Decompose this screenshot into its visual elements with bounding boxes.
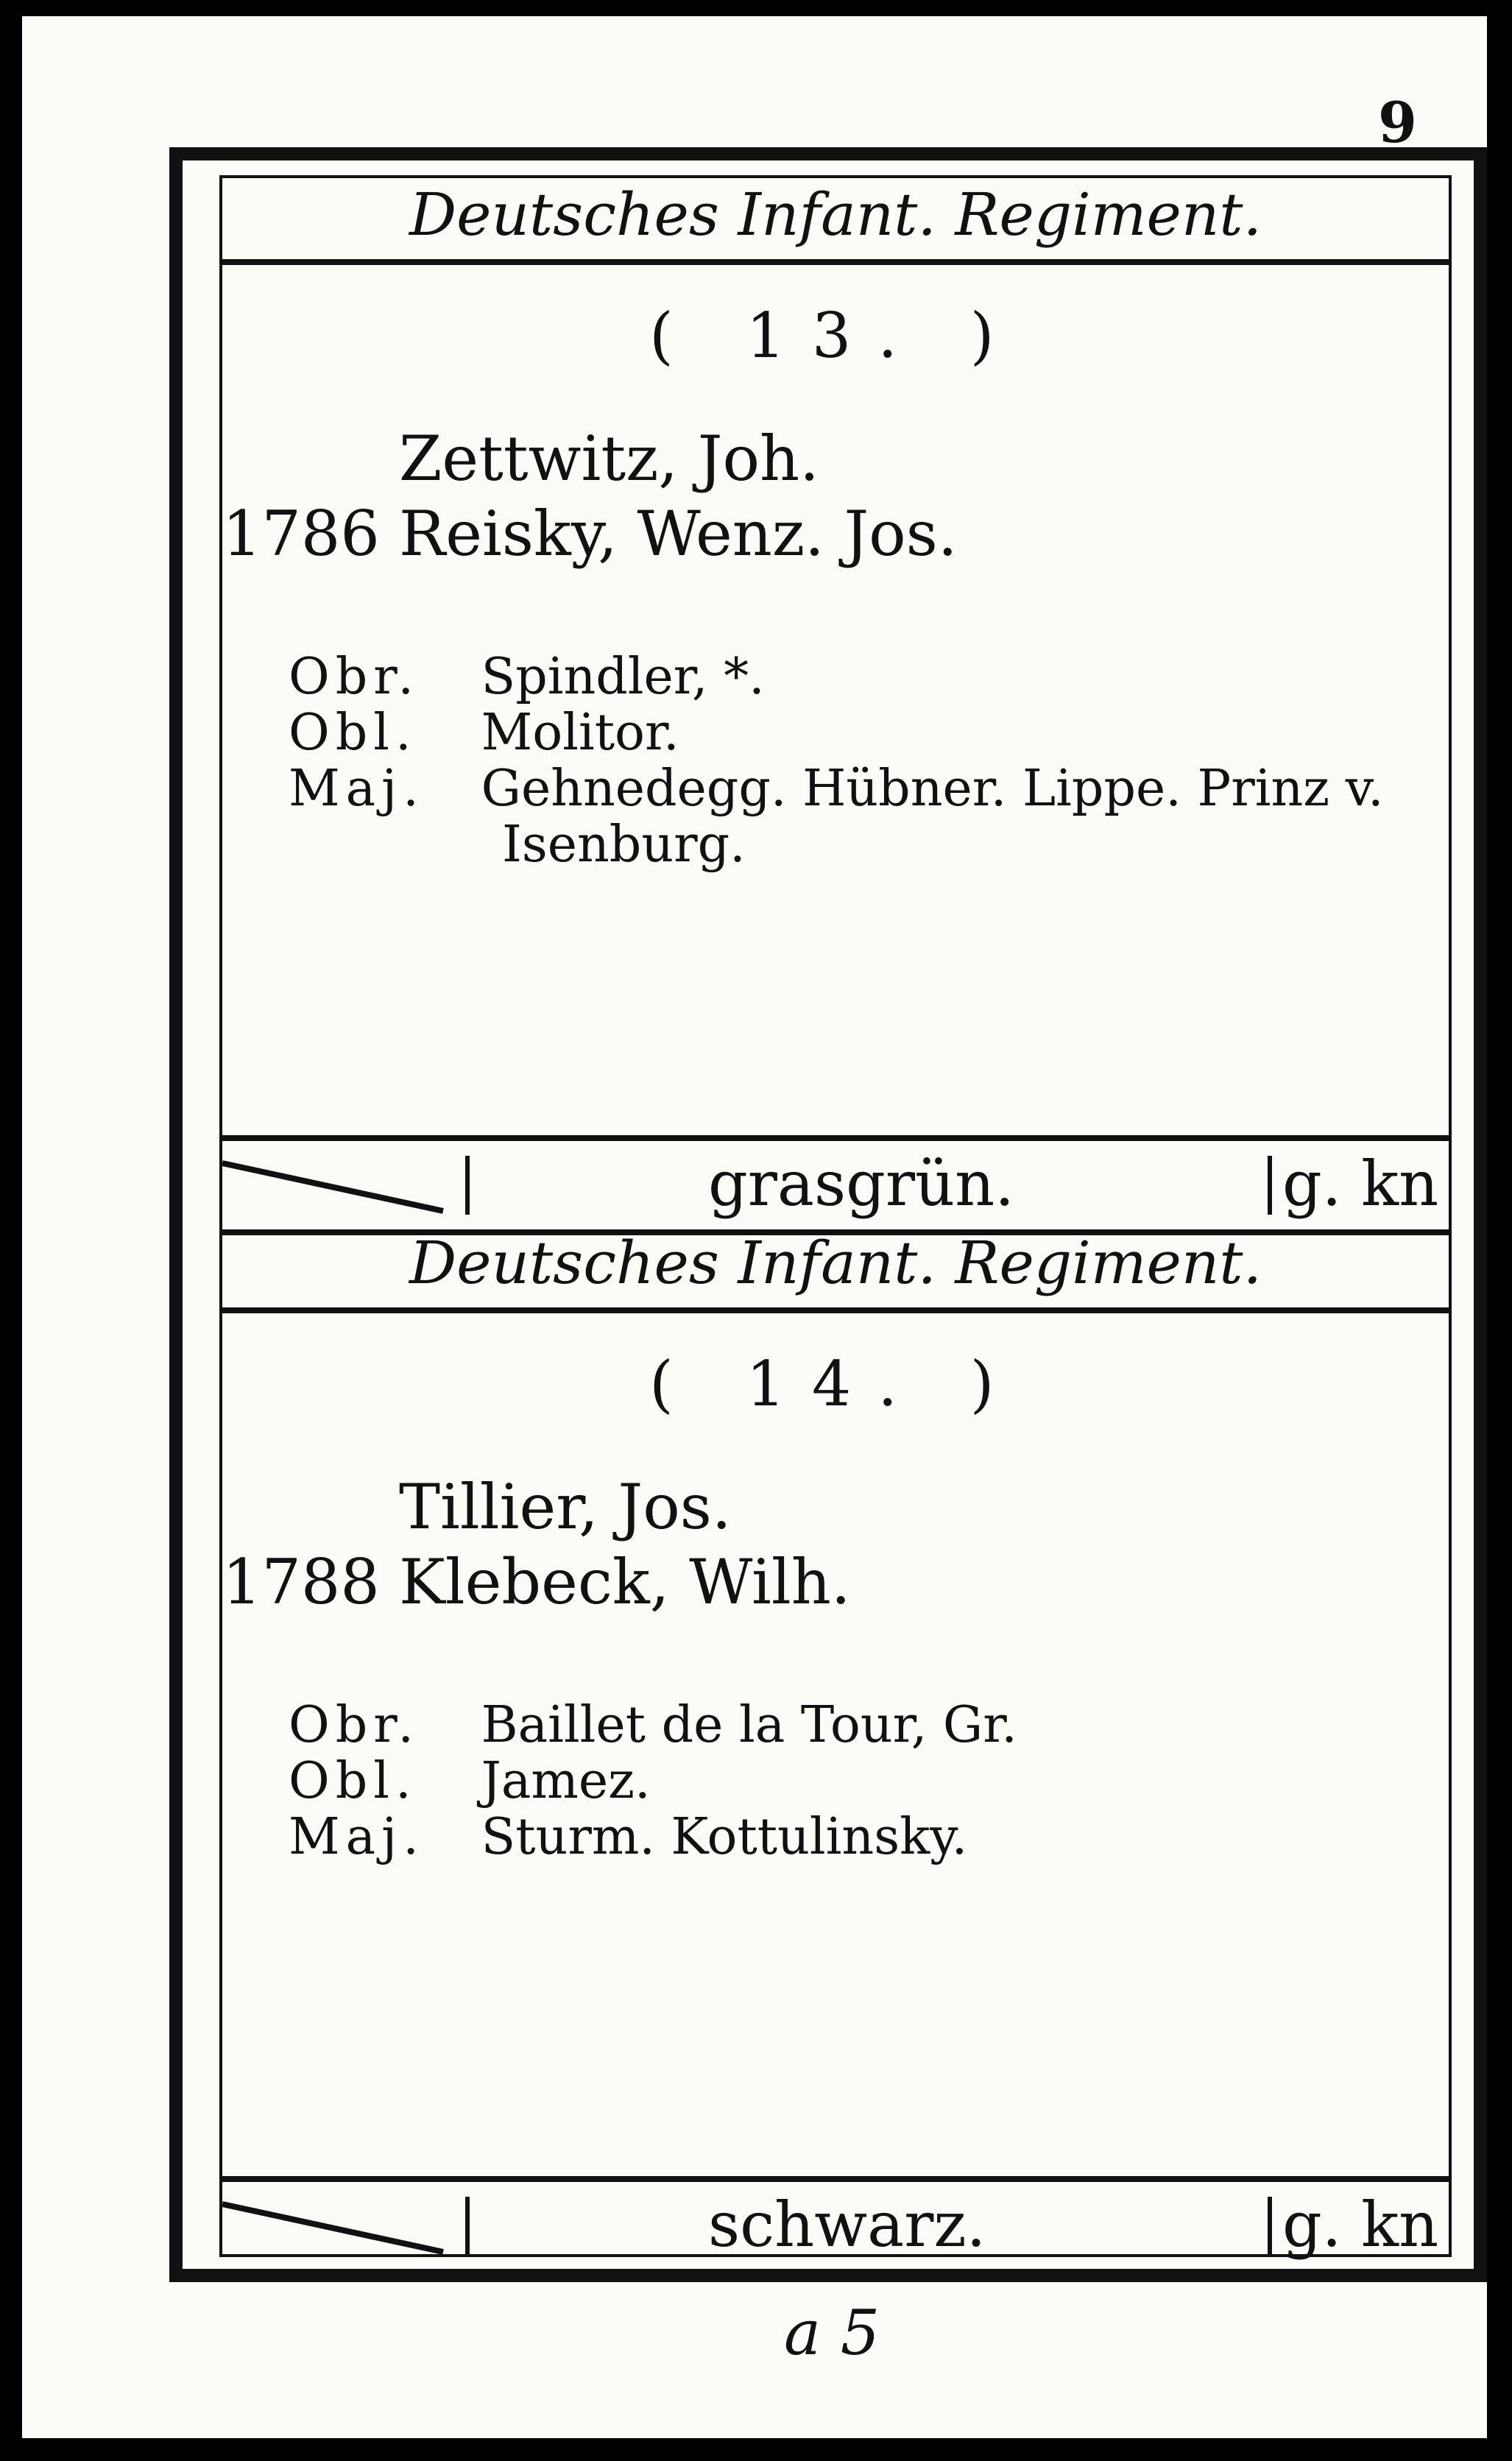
- facing-color: schwarz.: [708, 2189, 986, 2261]
- officer-continuation: Isenburg.: [502, 816, 746, 874]
- signature-mark: a 5: [784, 2297, 880, 2369]
- officer-list: [289, 1698, 1481, 1865]
- owner-name: Tillier, Jos.: [399, 1471, 732, 1543]
- officer-row: [289, 761, 1481, 817]
- officer-row: [289, 705, 1481, 761]
- officer-names: Sturm. Kottulinsky.: [481, 1808, 968, 1866]
- divider-bar: [465, 1156, 470, 1215]
- officer-names: Spindler, *.: [481, 648, 765, 706]
- page-number: 9: [1378, 90, 1417, 155]
- outer-frame: [169, 147, 1487, 2282]
- officer-row: [289, 1809, 1481, 1865]
- facing-color: grasgrün.: [708, 1148, 1014, 1220]
- officer-rank: Obr.: [289, 1696, 420, 1754]
- regiment-number: ( 14. ): [649, 1348, 1021, 1420]
- officer-names: Baillet de la Tour, Gr.: [481, 1696, 1017, 1754]
- officer-names: Molitor.: [481, 704, 679, 762]
- regiment-13-section: [222, 178, 1449, 1238]
- owner-name: Zettwitz, Joh.: [399, 423, 819, 495]
- officer-rank: Maj.: [289, 760, 425, 818]
- divider-bar: [1268, 1156, 1272, 1215]
- button-type: g. kn: [1282, 1148, 1439, 1220]
- regiment-number: ( 13. ): [649, 300, 1021, 372]
- officer-row: [289, 649, 1481, 705]
- officer-names: Jamez.: [481, 1752, 651, 1810]
- officer-row: [289, 1698, 1481, 1754]
- officer-rank: Obr.: [289, 648, 420, 706]
- button-type: g. kn: [1282, 2189, 1439, 2261]
- officer-names: Gehnedegg. Hübner. Lippe. Prinz v.: [481, 760, 1384, 818]
- officer-rank: Obl.: [289, 1752, 417, 1810]
- regiment-14-section: [222, 1226, 1449, 2287]
- officer-list: [289, 649, 1481, 873]
- uniform-footer: [222, 2176, 1449, 2276]
- inner-frame: [219, 175, 1452, 2261]
- regiment-header: Deutsches Infant. Regiment.: [222, 178, 1449, 265]
- officer-row: [289, 1754, 1481, 1809]
- diagonal-rule: [222, 2182, 458, 2270]
- divider-bar: [465, 2197, 470, 2256]
- officer-rank: Obl.: [289, 704, 417, 762]
- owner-year: 1786: [222, 498, 380, 570]
- diagonal-rule: [222, 1141, 458, 1229]
- owner-name: Klebeck, Wilh.: [399, 1546, 851, 1618]
- owner-year: 1788: [222, 1546, 380, 1618]
- owner-name: Reisky, Wenz. Jos.: [399, 498, 958, 570]
- divider-bar: [1268, 2197, 1272, 2256]
- officer-rank: Maj.: [289, 1808, 425, 1866]
- book-page: [22, 16, 1487, 2438]
- regiment-header: Deutsches Infant. Regiment.: [222, 1226, 1449, 1313]
- uniform-footer: [222, 1135, 1449, 1235]
